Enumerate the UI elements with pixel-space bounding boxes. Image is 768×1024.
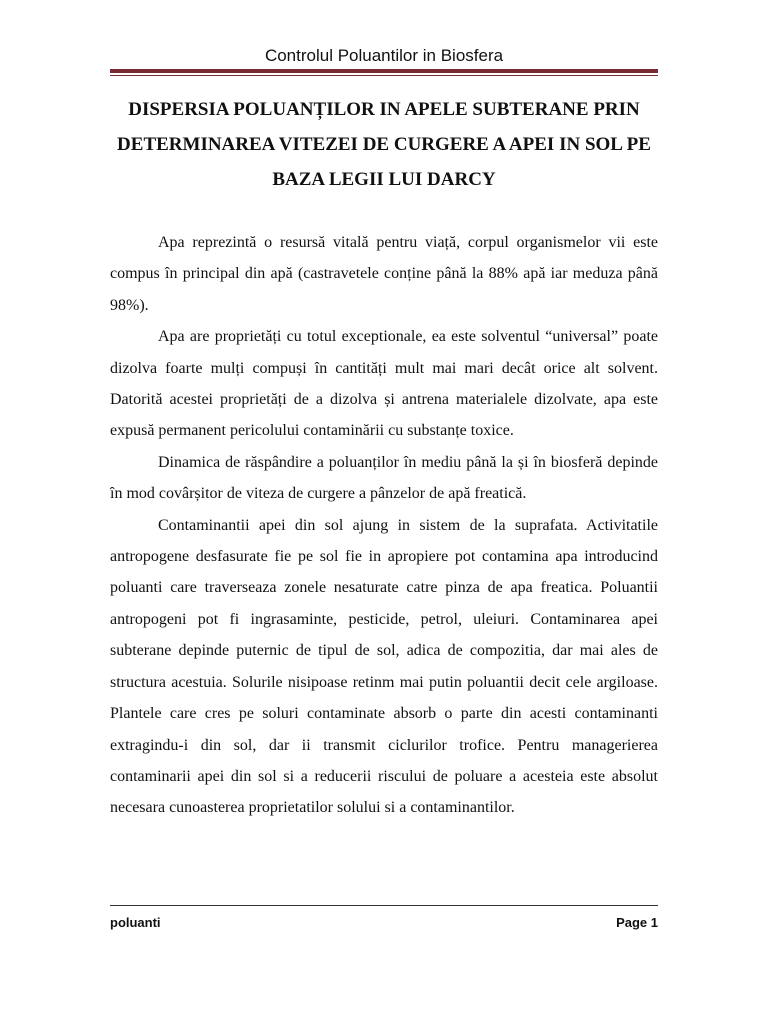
running-header: Controlul Poluantilor in Biosfera	[264, 46, 504, 65]
paragraph-3: Dinamica de răspândire a poluanților în mediu până la și în biosferă depinde în mod covârșitor de viteza de curgere a pânzelor de apă freatică.	[110, 453, 658, 503]
header-rule-thick	[110, 69, 658, 73]
footer-label: poluanti	[110, 915, 161, 930]
document-title: DISPERSIA POLUANȚILOR IN APELE SUBTERANE PRIN DETERMINAREA VITEZEI DE CURGERE A APEI IN SOL PE BAZA LEGII LUI DARCY	[117, 99, 651, 190]
page-number: Page 1	[616, 915, 658, 930]
header-rule-thin	[110, 75, 658, 76]
paragraph-1: Apa reprezintă o resursă vitală pentru viață, corpul organismelor vii este compus în principal din apă (castravetele conține până la 88% apă iar meduza până 98%).	[110, 234, 658, 314]
paragraph-4: Contaminantii apei din sol ajung in sistem de la suprafata. Activitatile antropogene desfasurate fie pe sol fie in apropiere pot contamina apa introducind poluanti care traverseaza zonele nesaturate catre pinza de apa freatica. Poluantii antropogeni pot fi ingrasaminte, pesticide, petrol, uleiuri. Contaminarea apei subterane depinde puternic de tipul de sol, adica de compozitia, dar mai ales de structura acestuia. Solurile nisipoase retinm mai putin poluantii decit cele argiloase. Plantele care cres pe soluri contaminate absorb o parte din acesti contaminanti extragindu-i din sol, dar ii transmit ciclurilor trofice. Pentru managerierea contaminarii apei din sol si a reducerii riscului de poluare a acesteia este absolut necesara cunoasterea proprietatilor solului si a contaminantilor.	[110, 516, 658, 817]
document-body	[110, 227, 658, 824]
footer-rule	[110, 905, 658, 906]
paragraph-2: Apa are proprietăți cu totul exceptionale, ea este solventul “universal” poate dizolva foarte mulți compuși în cantități mult mai mari decât orice alt solvent. Datorită acestei proprietăți de a dizolva și antrena materialele dizolvate, apa este expusă permanent pericolului contaminării cu substanțe toxice.	[110, 328, 658, 440]
